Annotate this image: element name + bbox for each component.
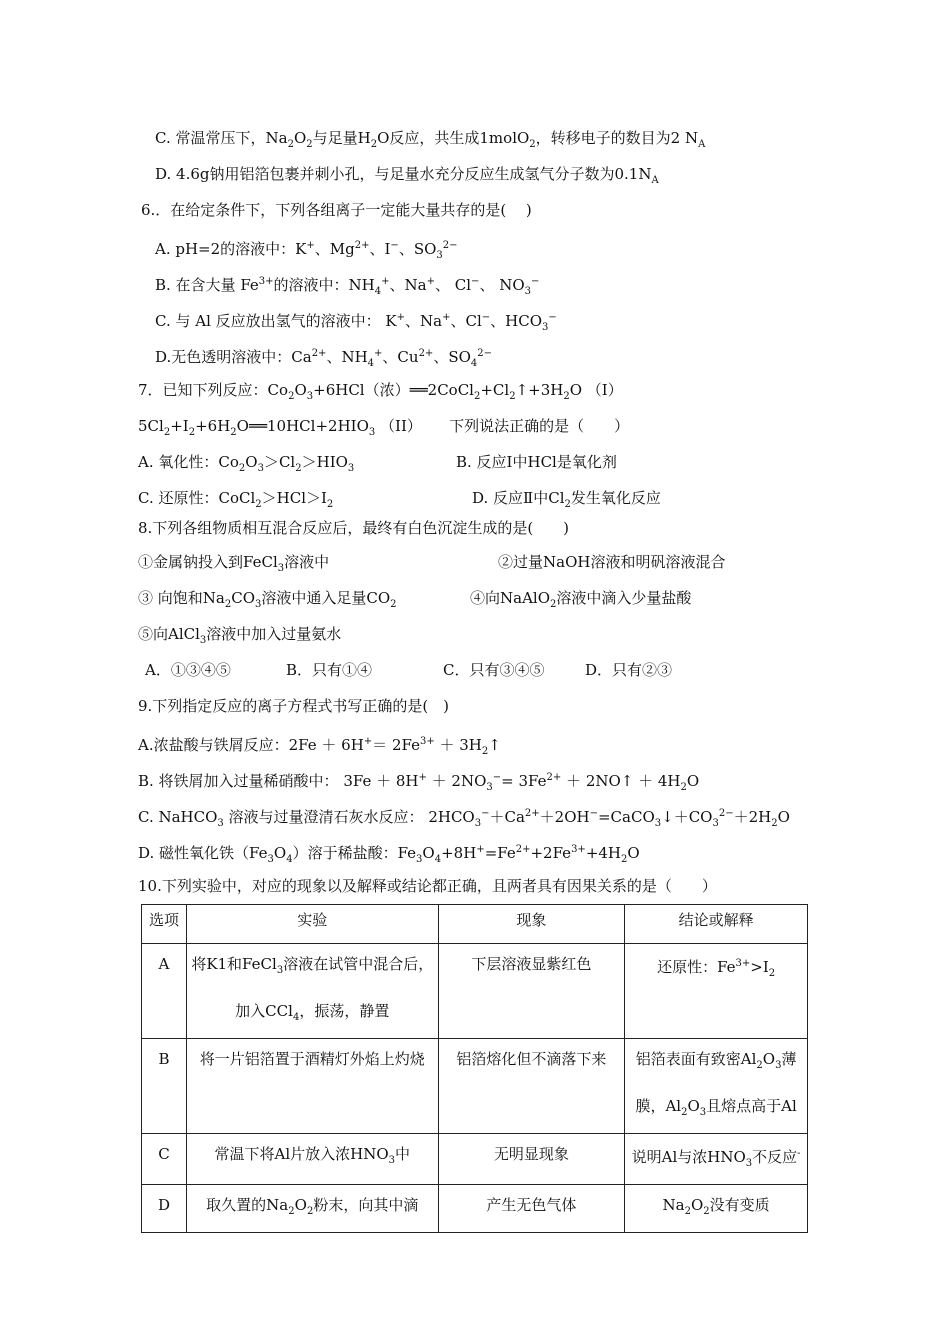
question-8-item-4: ④向NaAlO$_2$溶液中滴入少量盐酸 <box>470 589 692 610</box>
question-6-option-d: D.无色透明溶液中：$Ca^{2+}$、$NH_4^+$、$Cu^{2+}$、$SO_4^{2-}$ <box>155 348 493 369</box>
question-8-option-d: D．只有②③ <box>585 661 673 679</box>
question-7-stem-2: $5Cl_2+I_2+6H_2O══10HCl+2HIO_3$ （II） 下列说法正确的是（ ） <box>138 417 630 438</box>
table-header-cell: 现象 <box>438 905 625 944</box>
question-6-option-c: C. 与 Al 反应放出氢气的溶液中： K+、Na+、Cl−、$HCO_3^-$ <box>155 312 557 333</box>
table-cell: B <box>142 1039 187 1134</box>
table-cell: 说明Al与浓$HNO_3$不反应- <box>625 1134 808 1185</box>
question-8-item-5: ⑤向AlCl$_3$溶液中加入过量氨水 <box>138 625 342 646</box>
question-8-option-c: C．只有③④⑤ <box>443 661 545 679</box>
experiment-table <box>141 904 808 1233</box>
table-cell: 将K1和FeCl$_3$溶液在试管中混合后，加入CCl$_4$，振荡，静置 <box>186 944 438 1039</box>
table-cell: 无明显现象 <box>438 1134 625 1185</box>
question-9-option-c: C. NaHCO$_3$ 溶液与过量澄清石灰水反应： $2HCO_3^-+Ca^{2+}+2OH^-=CaCO_3↓+CO_3^{2-}+2H_2O$ <box>138 808 790 829</box>
table-row <box>142 1039 808 1134</box>
table-cell: 还原性：$Fe^{3+}>I_2$ <box>625 944 808 1039</box>
question-7-option-b: B. 反应Ⅰ中HCl是氧化剂 <box>456 453 617 471</box>
table-cell: $Na_2O_2$没有变质 <box>625 1185 808 1233</box>
table-cell: 铝箔熔化但不滴落下来 <box>438 1039 625 1134</box>
table-row <box>142 1134 808 1185</box>
question-5-option-d: D. 4.6g钠用铝箔包裹并刺小孔，与足量水充分反应生成氢气分子数为$0.1N_A$ <box>155 165 659 186</box>
table-cell: 将一片铝箔置于酒精灯外焰上灼烧 <box>186 1039 438 1134</box>
table-cell: 产生无色气体 <box>438 1185 625 1233</box>
question-7-stem: 7．已知下列反应：$Co_2O_3+6HCl$（浓）$══2CoCl_2+Cl_2↑+3H_2O$ （I） <box>138 381 623 402</box>
table-cell: 常温下将Al片放入浓$HNO_3$中 <box>186 1134 438 1185</box>
table-cell: 取久置的$Na_2O_2$粉末，向其中滴 <box>186 1185 438 1233</box>
question-6-stem: 6.．在给定条件下，下列各组离子一定能大量共存的是( ) <box>141 201 532 219</box>
table-header-cell: 结论或解释 <box>625 905 808 944</box>
table-row <box>142 944 808 1039</box>
question-8-item-2: ②过量NaOH溶液和明矾溶液混合 <box>498 553 726 571</box>
question-9-option-d: D. 磁性氧化铁$(Fe_3O_4)$溶于稀盐酸：$Fe_3O_4+8H^+=Fe^{2+}+2Fe^{3+}+4H_2O$ <box>138 844 640 865</box>
question-8-option-b: B．只有①④ <box>286 661 373 679</box>
table-header-row <box>142 905 808 944</box>
table-cell: A <box>142 944 187 1039</box>
question-8-item-3: ③ 向饱和$Na_2CO_3$溶液中通入足量$CO_2$ <box>138 589 397 610</box>
table-cell: C <box>142 1134 187 1185</box>
table-header-cell: 实验 <box>186 905 438 944</box>
table-cell: 下层溶液显紫红色 <box>438 944 625 1039</box>
question-10-stem: 10.下列实验中，对应的现象以及解释或结论都正确，且两者具有因果关系的是（ ） <box>138 877 717 895</box>
table-header-cell: 选项 <box>142 905 187 944</box>
question-6-option-a: A. pH=2的溶液中：K+、$Mg^{2+}$、I−、$SO_3^{2-}$ <box>155 240 458 261</box>
question-6-option-b: B. 在含大量 $Fe^{3+}$的溶液中：$NH_4^+$、Na+、 Cl−、 $NO_3^-$ <box>155 276 540 297</box>
table-row <box>142 1185 808 1233</box>
question-8-option-a: A．①③④⑤ <box>145 661 231 679</box>
question-7-option-d: D. 反应Ⅱ中$Cl_2$发生氧化反应 <box>472 489 661 510</box>
question-7-option-c: C. 还原性：$CoCl_2>HCl>I_2$ <box>138 489 334 510</box>
question-7-option-a: A. 氧化性：$Co_2O_3>Cl_2>HIO_3$ <box>138 453 355 474</box>
question-5-option-c: C. 常温常压下，$Na_2O_2$与足量$H_2O$反应，共生成1molO$_2$，转移电子的数目为2 $N_A$ <box>155 129 706 150</box>
table-cell: D <box>142 1185 187 1233</box>
question-8-stem: 8.下列各组物质相互混合反应后，最终有白色沉淀生成的是( ) <box>138 519 570 537</box>
question-9-option-a: A.浓盐酸与铁屑反应：$2Fe + 6H^+= 2Fe^{3+}$ ＋ $3H_2↑$ <box>138 736 501 757</box>
question-8-item-1: ①金属钠投入到FeCl$_3$溶液中 <box>138 553 330 574</box>
question-9-option-b: B. 将铁屑加入过量稀硝酸中： $3Fe + 8H^+ + 2NO_3^-= 3Fe^{2+}$ ＋ 2NO↑ ＋ $4H_2O$ <box>138 772 700 793</box>
question-9-stem: 9.下列指定反应的离子方程式书写正确的是( ) <box>138 697 450 715</box>
table-cell: 铝箔表面有致密$Al_2O_3$薄膜，$Al_2O_3$且熔点高于Al <box>625 1039 808 1134</box>
